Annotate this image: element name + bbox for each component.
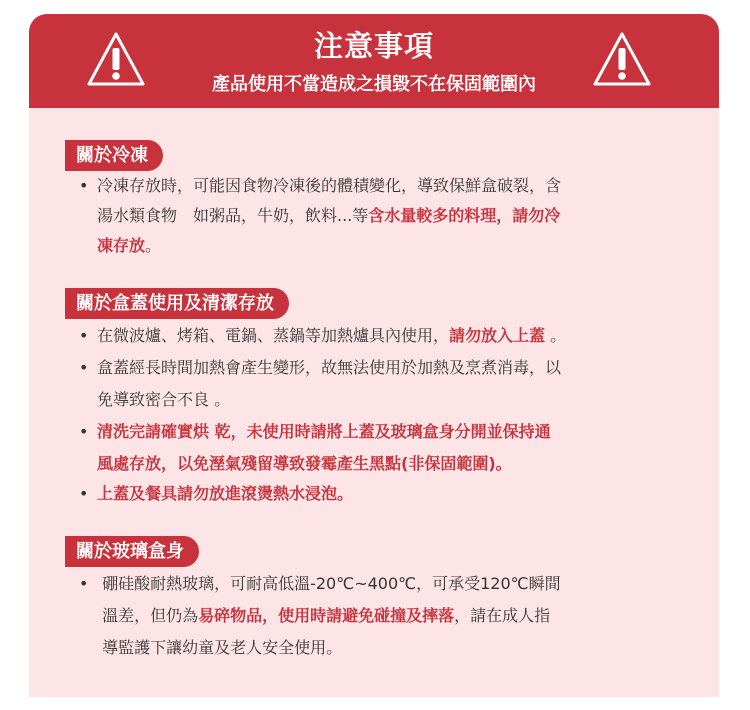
bullet-point: •: [79, 358, 89, 377]
section-tag-freezing: 關於冷凍: [65, 140, 163, 171]
text-line: [79, 232, 719, 260]
notice-title: 注意事項: [313, 29, 434, 63]
highlight-text: 上蓋及餐具請勿放進滾燙熱水浸泡。: [97, 484, 354, 503]
text-line: [79, 418, 719, 446]
text-line: [79, 354, 719, 382]
bullet-point: •: [79, 176, 89, 195]
highlight-text: 風處存放，以免溼氣殘留導致發霉產生黑點(非保固範圍)。: [97, 454, 512, 473]
body-text: 湯水類食物 如粥品，牛奶，飲料...等: [97, 206, 369, 225]
body-text: 盒蓋經長時間加熱會產生變形，故無法使用於加熱及烹煮消毒，以: [97, 358, 562, 377]
body-text: 。: [545, 326, 567, 345]
notice-card: [29, 14, 719, 697]
bullet-point: •: [79, 326, 89, 345]
body-text: 。: [145, 236, 162, 255]
warning-triangle-icon: [592, 31, 652, 87]
highlight-text: 易碎物品，使用時請避免碰撞及摔落: [198, 606, 455, 625]
section-tag-lid-cleaning: 關於盒蓋使用及清潔存放: [65, 288, 289, 319]
text-line: [79, 634, 719, 662]
notice-subtitle: 產品使用不當造成之損毀不在保固範圍內: [212, 74, 536, 95]
text-line: [79, 602, 719, 630]
text-line: [79, 480, 719, 508]
text-line: [79, 172, 719, 200]
text-line: [79, 322, 719, 350]
bullet-point: •: [79, 484, 89, 503]
body-text: 免導致密合不良 。: [97, 390, 231, 409]
body-text: 在微波爐、烤箱、電鍋、蒸鍋等加熱爐具內使用，: [97, 326, 450, 345]
bullet-point: •: [79, 574, 89, 593]
section-tag-glass-body: 關於玻璃盒身: [65, 536, 199, 567]
text-line: [79, 202, 719, 230]
text-line: [79, 450, 719, 478]
text-line: [79, 570, 719, 598]
body-text: 硼硅酸耐熱玻璃，可耐高低溫-20℃~400℃，可承受120℃瞬間: [97, 574, 561, 593]
notice-header: [29, 14, 719, 108]
bullet-point: •: [79, 422, 89, 441]
body-text: 導監護下讓幼童及老人安全使用。: [97, 638, 343, 657]
text-line: [79, 386, 719, 414]
highlight-text: 請勿放入上蓋: [449, 326, 546, 345]
body-text: 溫差，但仍為: [97, 606, 199, 625]
highlight-text: 凍存放: [97, 236, 146, 255]
highlight-text: 清洗完請確實烘 乾，未使用時請將上蓋及玻璃盒身分開並保持通: [97, 422, 551, 441]
body-text: ，請在成人指: [454, 606, 551, 625]
body-text: 冷凍存放時，可能因食物冷凍後的體積變化，導致保鮮盒破裂，含: [97, 176, 562, 195]
highlight-text: 含水量較多的料理，請勿冷: [368, 206, 561, 225]
